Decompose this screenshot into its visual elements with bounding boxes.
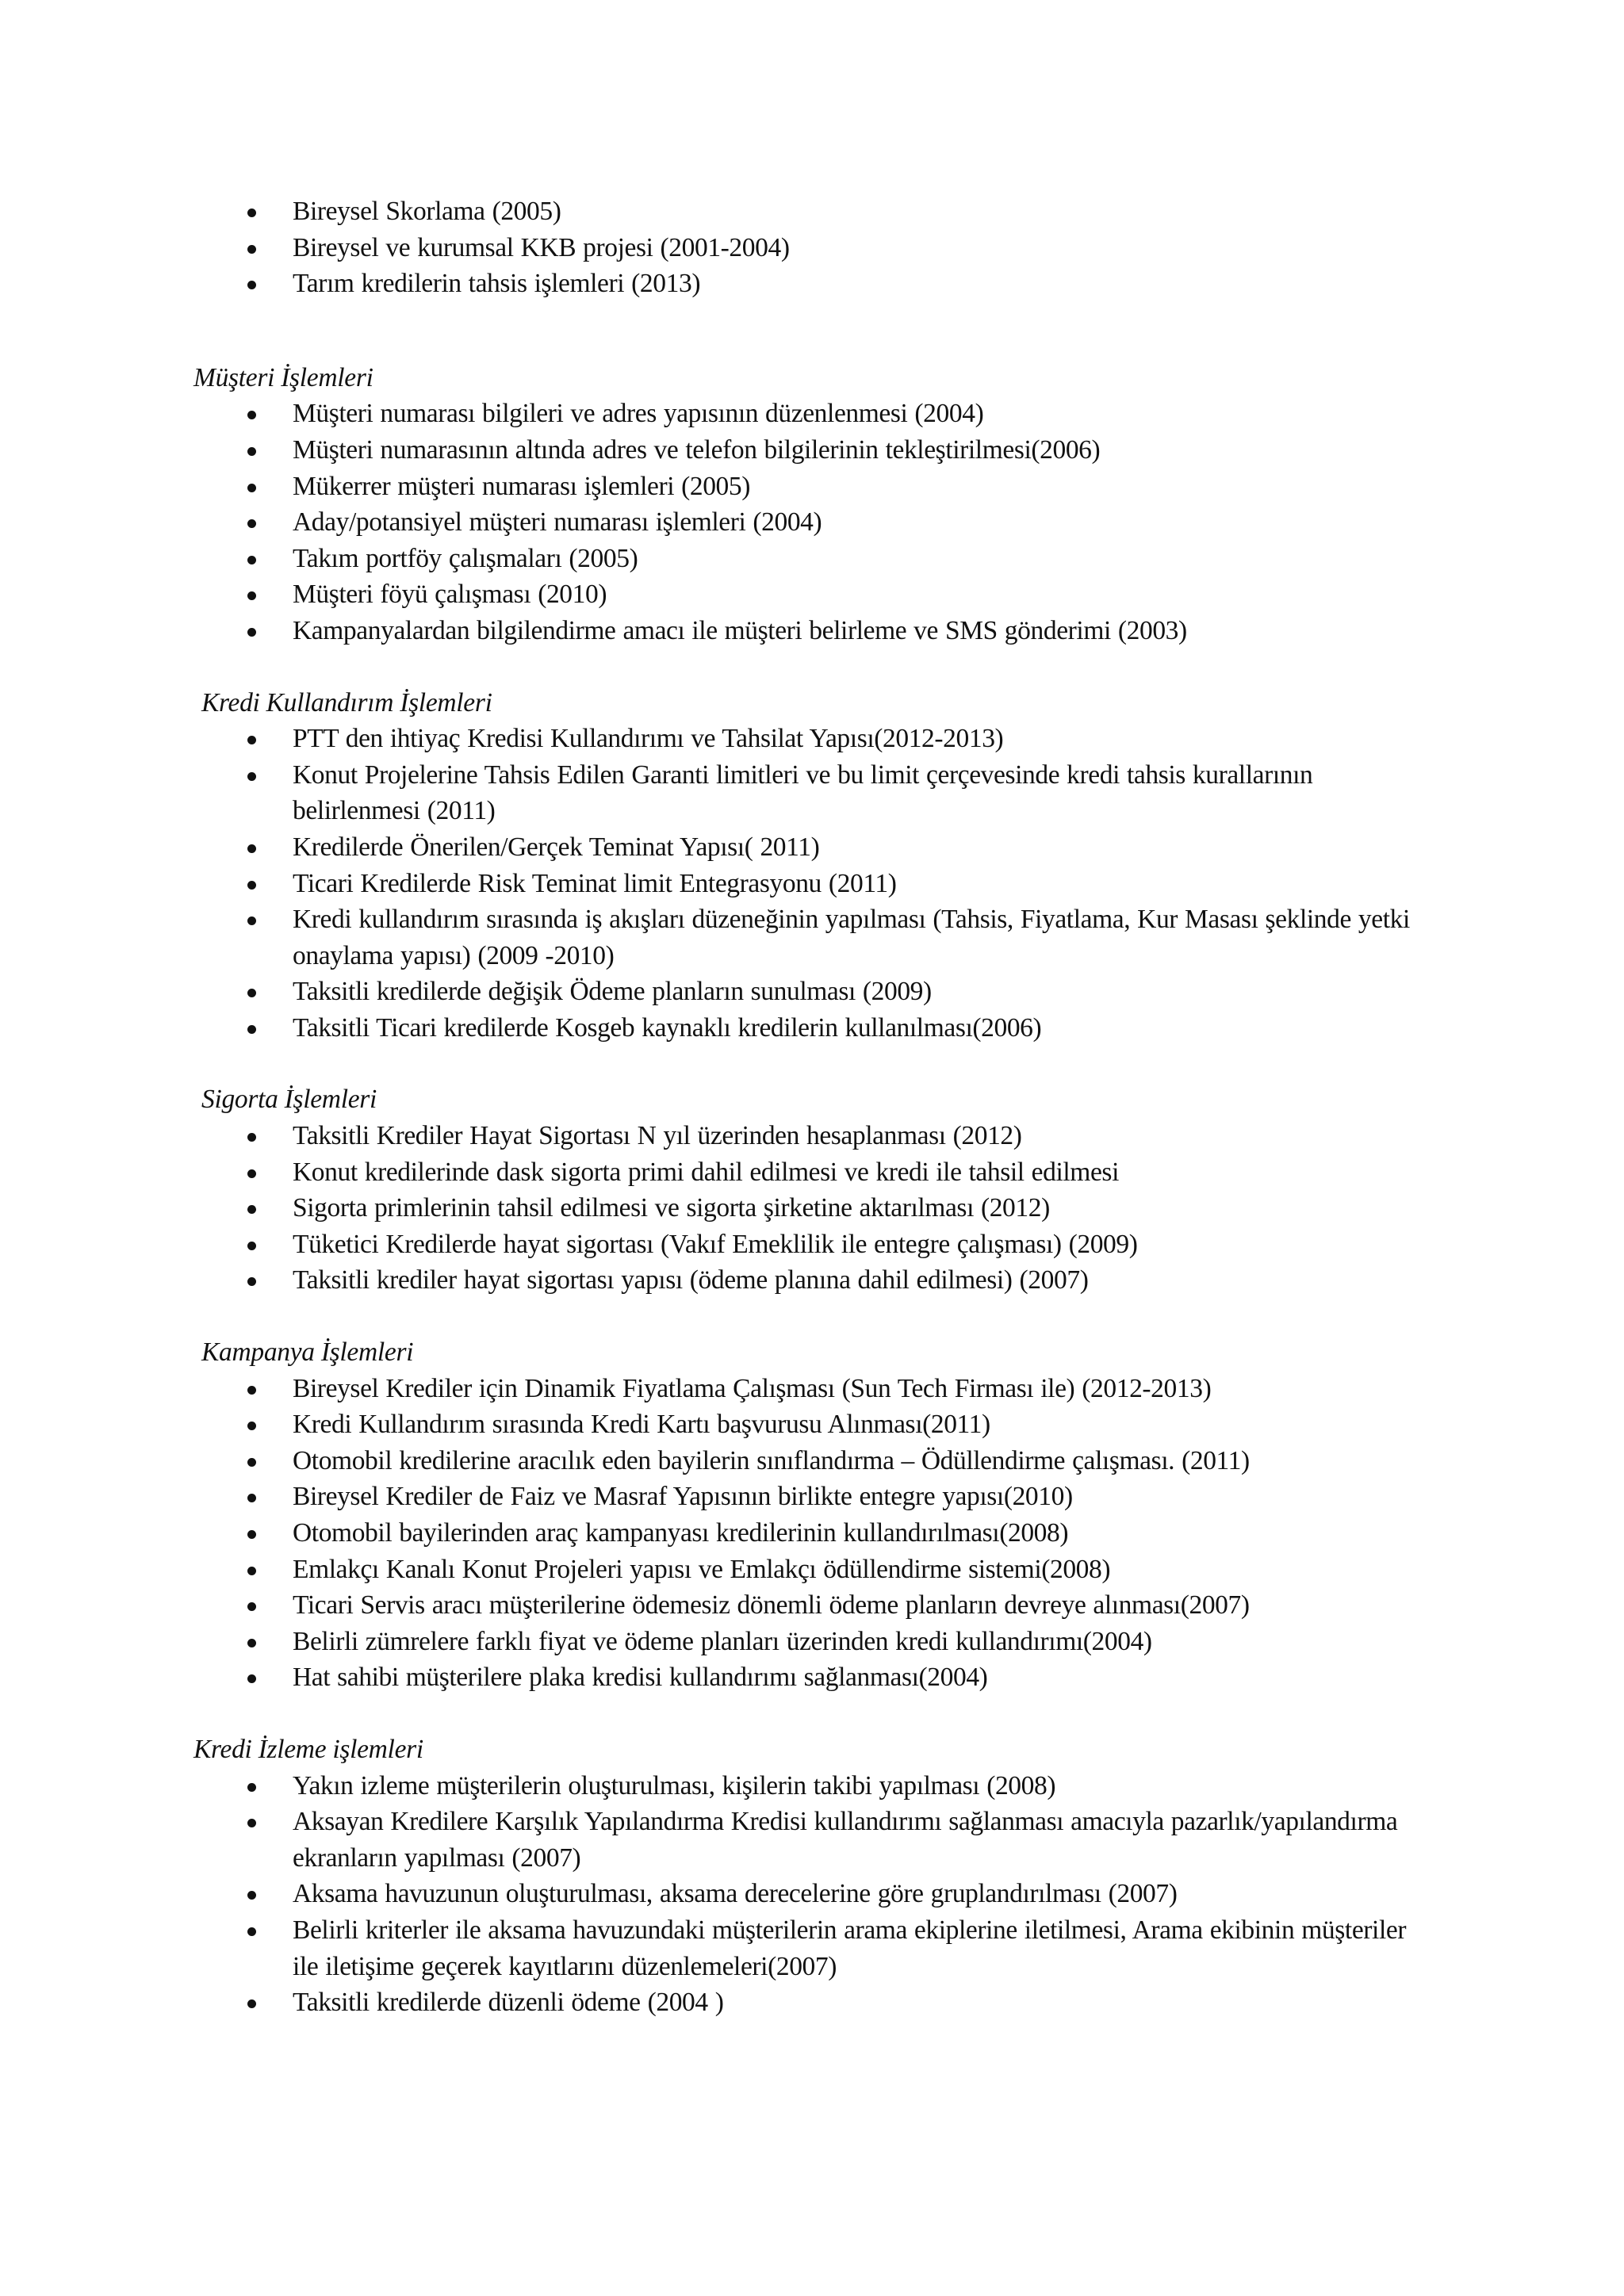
list-item	[0, 1515, 1624, 1552]
list-item-text: Tüketici Kredilerde hayat sigortası (Vakıf Emeklilik ile entegre çalışması) (2009)	[293, 1229, 1138, 1259]
section-sigorta-islemleri	[0, 1081, 1624, 1299]
list-item	[0, 866, 1624, 902]
list-item-text: Müşteri föyü çalışması (2010)	[293, 580, 607, 610]
list-item	[0, 1154, 1624, 1191]
list-item	[0, 541, 1624, 577]
bullet-icon	[247, 1242, 256, 1250]
list-item	[0, 1406, 1624, 1443]
list-item	[0, 1371, 1624, 1407]
section-heading: Sigorta İşlemleri	[201, 1085, 377, 1115]
bullet-icon	[247, 1386, 256, 1395]
list-item-text: Kredilerde Önerilen/Gerçek Teminat Yapısı( 2011)	[293, 832, 820, 862]
list-item-text: Taksitli krediler hayat sigortası yapısı (ödeme planına dahil edilmesi) (2007)	[293, 1265, 1089, 1295]
list-item	[0, 1443, 1624, 1479]
bullet-icon	[247, 1277, 256, 1286]
list-item-text: Müşteri numarası bilgileri ve adres yapısının düzenlenmesi (2004)	[293, 399, 984, 429]
list-item	[0, 1552, 1624, 1588]
list-item	[0, 1190, 1624, 1226]
list-item	[0, 1587, 1624, 1624]
bullet-icon	[247, 1422, 256, 1430]
bullet-icon	[247, 281, 256, 289]
list-item-text: Bireysel Krediler için Dinamik Fiyatlama Çalışması (Sun Tech Firması ile) (2012-2013)	[293, 1373, 1212, 1403]
list-item	[0, 1912, 1624, 1984]
section-heading: Müşteri İşlemleri	[193, 362, 373, 392]
list-item-text: Takım portföy çalışmaları (2005)	[293, 543, 638, 573]
bullet-icon	[247, 1674, 256, 1683]
list-item	[0, 1876, 1624, 1912]
bullet-icon	[247, 1783, 256, 1792]
list-item-text: Emlakçı Kanalı Konut Projeleri yapısı ve Emlakçı ödüllendirme sistemi(2008)	[293, 1554, 1111, 1584]
bullet-icon	[247, 844, 256, 853]
bullet-icon	[247, 1567, 256, 1575]
list-item	[0, 757, 1624, 829]
list-item-text: Bireysel Skorlama (2005)	[293, 197, 561, 226]
bullet-icon	[247, 484, 256, 492]
bullet-icon	[247, 989, 256, 997]
section-list	[0, 1768, 1624, 2021]
list-item-text: Konut Projelerine Tahsis Edilen Garanti limitleri ve bu limit çerçevesinde kredi tahsis kurallarının belirlenmesi (2011)	[293, 760, 1313, 826]
list-item-text: Tarım kredilerin tahsis işlemleri (2013)	[293, 269, 701, 299]
list-item-text: PTT den ihtiyaç Kredisi Kullandırımı ve Tahsilat Yapısı(2012-2013)	[293, 724, 1004, 754]
list-item	[0, 1118, 1624, 1154]
bullet-icon	[247, 556, 256, 564]
bullet-icon	[247, 1891, 256, 1900]
list-item	[0, 1010, 1624, 1047]
bullet-icon	[247, 1494, 256, 1502]
section-kampanya-islemleri	[0, 1334, 1624, 1696]
list-item	[0, 1624, 1624, 1660]
list-item-text: Taksitli kredilerde düzenli ödeme (2004 )	[293, 1988, 724, 2018]
bullet-icon	[247, 1927, 256, 1936]
section-musteri-islemleri	[0, 360, 1624, 649]
list-item-text: Belirli kriterler ile aksama havuzundaki müşterilerin arama ekiplerine iletilmesi, Arama ekibinin müşteriler ile iletişime geçerek kayıtlarını düzenlemeleri(2007)	[293, 1915, 1407, 1981]
bullet-icon	[247, 1639, 256, 1647]
section-kredi-izleme-islemleri	[0, 1732, 1624, 2021]
list-item	[0, 230, 1624, 266]
section-list	[0, 721, 1624, 1046]
list-item-text: Konut kredilerinde dask sigorta primi dahil edilmesi ve kredi ile tahsil edilmesi	[293, 1157, 1119, 1187]
section-kredi-kullandirim-islemleri	[0, 685, 1624, 1047]
list-item	[0, 504, 1624, 541]
bullet-icon	[247, 1133, 256, 1142]
bullet-icon	[247, 1205, 256, 1214]
list-item-text: Hat sahibi müşterilere plaka kredisi kullandırımı sağlanması(2004)	[293, 1663, 988, 1693]
list-item	[0, 266, 1624, 302]
bullet-icon	[247, 245, 256, 254]
list-item-text: Aksayan Kredilere Karşılık Yapılandırma Kredisi kullandırımı sağlanması amacıyla pazarlık/yapılandırma ekranların yapılması (2007)	[293, 1807, 1398, 1873]
list-item	[0, 974, 1624, 1010]
bullet-icon	[247, 772, 256, 781]
list-item-text: Otomobil bayilerinden araç kampanyası kredilerinin kullandırılması(2008)	[293, 1518, 1069, 1548]
intro-list	[0, 193, 1624, 302]
bullet-icon	[247, 916, 256, 925]
list-item-text: Mükerrer müşteri numarası işlemleri (2005)	[293, 471, 750, 501]
bullet-icon	[247, 1025, 256, 1034]
bullet-icon	[247, 591, 256, 600]
list-item-text: Ticari Servis aracı müşterilerine ödemesiz dönemli ödeme planların devreye alınması(2007)	[293, 1590, 1250, 1621]
list-item-text: Aday/potansiyel müşteri numarası işlemleri (2004)	[293, 507, 822, 538]
list-item	[0, 1226, 1624, 1263]
list-item-text: Taksitli Krediler Hayat Sigortası N yıl üzerinden hesaplanması (2012)	[293, 1121, 1022, 1151]
section-heading: Kampanya İşlemleri	[201, 1337, 414, 1368]
bullet-icon	[247, 209, 256, 217]
list-item-text: Taksitli Ticari kredilerde Kosgeb kaynaklı kredilerin kullanılması(2006)	[293, 1012, 1042, 1043]
bullet-icon	[247, 1169, 256, 1178]
list-item-text: Kredi kullandırım sırasında iş akışları düzeneğinin yapılması (Tahsis, Fiyatlama, Kur Masası şeklinde yetki onaylama yapısı) (2009 -2010)	[293, 905, 1410, 970]
list-item-text: Müşteri numarasının altında adres ve telefon bilgilerinin tekleştirilmesi(2006)	[293, 434, 1101, 465]
bullet-icon	[247, 1530, 256, 1539]
list-item	[0, 469, 1624, 505]
list-item-text: Otomobil kredilerine aracılık eden bayilerin sınıflandırma – Ödüllendirme çalışması. (2011)	[293, 1445, 1250, 1475]
list-item	[0, 829, 1624, 866]
list-item-text: Kampanyalardan bilgilendirme amacı ile müşteri belirleme ve SMS gönderimi (2003)	[293, 615, 1187, 645]
list-item	[0, 1804, 1624, 1876]
list-item-text: Belirli zümrelere farklı fiyat ve ödeme planları üzerinden kredi kullandırımı(2004)	[293, 1626, 1152, 1656]
bullet-icon	[247, 1819, 256, 1827]
bullet-icon	[247, 881, 256, 890]
list-item-text: Ticari Kredilerde Risk Teminat limit Entegrasyonu (2011)	[293, 868, 897, 898]
section-list	[0, 1118, 1624, 1299]
list-item-text: Taksitli kredilerde değişik Ödeme planların sunulması (2009)	[293, 977, 932, 1007]
section-list	[0, 1371, 1624, 1696]
bullet-icon	[247, 1458, 256, 1467]
list-item-text: Aksama havuzunun oluşturulması, aksama derecelerine göre gruplandırılması (2007)	[293, 1879, 1178, 1909]
list-item	[0, 1659, 1624, 1696]
list-item-text: Bireysel Krediler de Faiz ve Masraf Yapısının birlikte entegre yapısı(2010)	[293, 1482, 1073, 1512]
list-item-text: Bireysel ve kurumsal KKB projesi (2001-2004)	[293, 232, 790, 262]
bullet-icon	[247, 447, 256, 456]
bullet-icon	[247, 1602, 256, 1611]
bullet-icon	[247, 736, 256, 744]
bullet-icon	[247, 411, 256, 419]
list-item-text: Sigorta primlerinin tahsil edilmesi ve sigorta şirketine aktarılması (2012)	[293, 1193, 1050, 1223]
section-heading: Kredi Kullandırım İşlemleri	[201, 687, 492, 718]
bullet-icon	[247, 1999, 256, 2008]
list-item	[0, 1262, 1624, 1299]
document-content	[0, 193, 1624, 2021]
list-item	[0, 613, 1624, 649]
list-item	[0, 193, 1624, 230]
list-item	[0, 1479, 1624, 1515]
list-item	[0, 1984, 1624, 2021]
bullet-icon	[247, 519, 256, 528]
list-item	[0, 1768, 1624, 1804]
list-item	[0, 432, 1624, 469]
list-item-text: Kredi Kullandırım sırasında Kredi Kartı başvurusu Alınması(2011)	[293, 1410, 990, 1440]
list-item	[0, 576, 1624, 613]
list-item	[0, 901, 1624, 974]
bullet-icon	[247, 628, 256, 637]
list-item	[0, 396, 1624, 432]
section-heading: Kredi İzleme işlemleri	[193, 1734, 423, 1764]
section-list	[0, 396, 1624, 649]
list-item	[0, 721, 1624, 757]
list-item-text: Yakın izleme müşterilerin oluşturulması, kişilerin takibi yapılması (2008)	[293, 1770, 1056, 1800]
